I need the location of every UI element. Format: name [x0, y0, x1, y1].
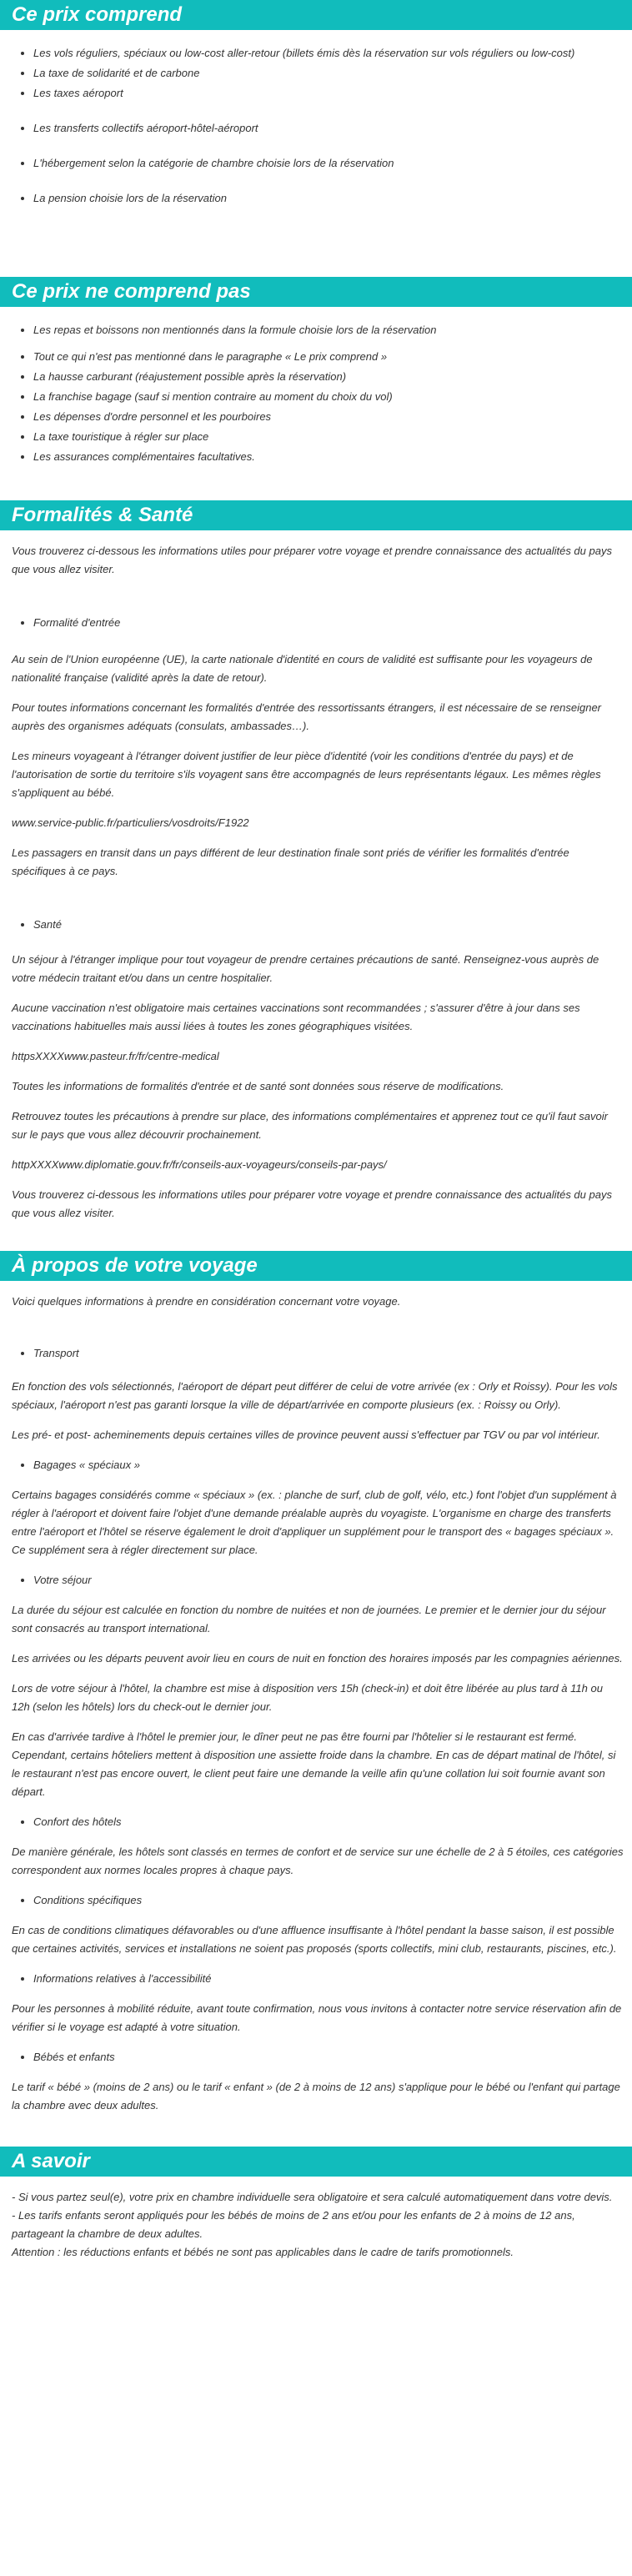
list-item: • Les assurances complémentaires facultatives.	[33, 447, 632, 467]
paragraph: Toutes les informations de formalités d'entrée et de santé sont données sous réserve de modifications.	[12, 1080, 504, 1092]
list-item: • L'hébergement selon la catégorie de chambre choisie lors de la réservation	[33, 153, 632, 173]
paragraph: Les pré- et post- acheminements depuis certaines villes de province peuvent aussi s'effectuer par TGV ou par vol intérieur.	[12, 1429, 600, 1441]
link-text: httpXXXXwww.diplomatie.gouv.fr/fr/conseils-aux-voyageurs/conseils-par-pays/	[12, 1158, 387, 1171]
paragraph: La durée du séjour est calculée en fonction du nombre de nuitées et non de journées. Le premier et le dernier jour du séjour sont consacrés au transport international.	[12, 1604, 606, 1634]
paragraph: Pour les personnes à mobilité réduite, avant toute confirmation, nous vous invitons à contacter notre service réservation afin de vérifier si le voyage est adapté à votre situation.	[12, 2002, 622, 2033]
babies-heading: • Bébés et enfants	[33, 2048, 624, 2066]
list-item: • Les transferts collectifs aéroport-hôtel-aéroport	[33, 118, 632, 138]
transport-heading: • Transport	[33, 1344, 624, 1363]
paragraph: Le tarif « bébé » (moins de 2 ans) ou le tarif « enfant » (de 2 à moins de 12 ans) s'applique pour le bébé ou l'enfant qui partage la chambre avec deux adultes.	[12, 2081, 620, 2112]
list-item: • Tout ce qui n'est pas mentionné dans le paragraphe « Le prix comprend »	[33, 347, 632, 367]
formalite-heading: • Formalité d'entrée	[33, 614, 624, 632]
bagages-heading: • Bagages « spéciaux »	[33, 1456, 624, 1474]
sante-heading: • Santé	[33, 916, 624, 934]
sejour-heading: • Votre séjour	[33, 1571, 624, 1589]
paragraph: Retrouvez toutes les précautions à prendre sur place, des informations complémentaires et apprenez tout ce qu'il faut savoir sur le pays que vous allez découvrir prochainement.	[12, 1110, 608, 1141]
list-item: • La pension choisie lors de la réservation	[33, 188, 632, 208]
section-title-good-to-know: A savoir	[0, 2147, 632, 2177]
paragraph: Certains bagages considérés comme « spéciaux » (ex. : planche de surf, club de golf, vélo, etc.) font l'objet d'un supplément à régler à l'aéroport et doivent faire l'objet d'une demande préalable auprès du voyagiste. L'organisme en charge des transferts entre l'aéroport et l'hôtel se réserve également le droit d'appliquer un supplément pour le transport des « bagages spéciaux ». Ce supplément sera à régler directement sur place.	[12, 1489, 617, 1556]
accessibility-heading: • Informations relatives à l'accessibilité	[33, 1970, 624, 1988]
list-item: • Les dépenses d'ordre personnel et les pourboires	[33, 407, 632, 427]
paragraph: De manière générale, les hôtels sont classés en termes de confort et de service sur une échelle de 2 à 5 étoiles, ces catégories correspondent aux normes locales propres à chaque pays.	[12, 1845, 624, 1876]
paragraph: Pour toutes informations concernant les formalités d'entrée des ressortissants étrangers, il est nécessaire de se renseigner auprès des organismes adéquats (consulats, ambassades…).	[12, 701, 602, 732]
section-title-about-trip: À propos de votre voyage	[0, 1251, 632, 1281]
list-item: • La taxe de solidarité et de carbone	[33, 63, 632, 83]
price-includes-list	[0, 30, 632, 208]
paragraph: En cas de conditions climatiques défavorables ou d'une affluence insuffisante à l'hôtel pendant la basse saison, il est possible que certaines activités, services et installations ne soient pas proposés (sports collectifs, mini club, restaurants, piscines, etc.).	[12, 1924, 617, 1955]
list-item: • Les taxes aéroport	[33, 83, 632, 103]
paragraph: Les passagers en transit dans un pays différent de leur destination finale sont priés de vérifier les formalités d'entrée spécifiques à ce pays.	[12, 846, 569, 877]
list-item: • La hausse carburant (réajustement possible après la réservation)	[33, 367, 632, 387]
paragraph: Aucune vaccination n'est obligatoire mais certaines vaccinations sont recommandées ; s'assurer d'être à jour dans ses vaccinations habituelles mais aussi liées à toutes les zones géographiques visitées.	[12, 1002, 580, 1032]
list-item: • Les vols réguliers, spéciaux ou low-cost aller-retour (billets émis dès la réservation sur vols réguliers ou low-cost)	[33, 43, 632, 63]
paragraph: Lors de votre séjour à l'hôtel, la chambre est mise à disposition vers 15h (check-in) et doit être libérée au plus tard à 11h ou 12h (selon les hôtels) lors du check-out le dernier jour.	[12, 1682, 603, 1713]
paragraph: Vous trouverez ci-dessous les informations utiles pour préparer votre voyage et prendre connaissance des actualités du pays que vous allez visiter.	[12, 1188, 612, 1219]
list-item: • La taxe touristique à régler sur place	[33, 427, 632, 447]
conditions-heading: • Conditions spécifiques	[33, 1891, 624, 1910]
list-item: • La franchise bagage (sauf si mention contraire au moment du choix du vol)	[33, 387, 632, 407]
price-excludes-list	[0, 307, 632, 467]
paragraph: En fonction des vols sélectionnés, l'aéroport de départ peut différer de celui de votre arrivée (ex : Orly et Roissy). Pour les vols spéciaux, l'aéroport n'est pas garanti lorsque la ville de départ/arrivée en comporte plusieurs (ex. : Roissy ou Orly).	[12, 1380, 618, 1411]
list-item: • Les repas et boissons non mentionnés dans la formule choisie lors de la réservation	[33, 320, 632, 340]
link-text: www.service-public.fr/particuliers/vosdroits/F1922	[12, 816, 249, 829]
paragraph: En cas d'arrivée tardive à l'hôtel le premier jour, le dîner peut ne pas être fourni par l'hôtelier si le restaurant est fermé. Cependant, certains hôteliers mettent à disposition une assiette froide dans la chambre. En cas de départ matinal de l'hôtel, si le restaurant n'est pas encore ouvert, le client peut faire une demande la veille afin qu'une collation lui soit fournie avant son départ.	[12, 1730, 616, 1798]
paragraph: Au sein de l'Union européenne (UE), la carte nationale d'identité en cours de validité est suffisante pour les voyageurs de nationalité française (validité après la date de retour).	[12, 653, 593, 684]
note-line: - Les tarifs enfants seront appliqués pour les bébés de moins de 2 ans et/ou pour les enfants de 2 à moins de 12 ans, partageant la chambre de deux adultes.	[12, 2209, 575, 2240]
paragraph: Un séjour à l'étranger implique pour tout voyageur de prendre certaines précautions de santé. Renseignez-vous auprès de votre médecin traitant et/ou dans un centre hospitalier.	[12, 953, 599, 984]
section-title-price-excludes: Ce prix ne comprend pas	[0, 277, 632, 307]
formalities-intro: Vous trouverez ci-dessous les informations utiles pour préparer votre voyage et prendre connaissance des actualités du pays que vous allez visiter.	[12, 545, 612, 575]
about-intro: Voici quelques informations à prendre en considération concernant votre voyage.	[12, 1295, 401, 1308]
paragraph: Les mineurs voyageant à l'étranger doivent justifier de leur pièce d'identité (voir les conditions d'entrée du pays) et de l'autorisation de sortie du territoire s'ils voyagent sans être accompagnés de leurs représentants légaux. Les mêmes règles s'appliquent au bébé.	[12, 750, 601, 799]
note-line: Attention : les réductions enfants et bébés ne sont pas applicables dans le cadre de tarifs promotionnels.	[12, 2246, 514, 2258]
paragraph: Les arrivées ou les départs peuvent avoir lieu en cours de nuit en fonction des horaires imposés par les compagnies aériennes.	[12, 1652, 623, 1665]
section-title-formalities-health: Formalités & Santé	[0, 500, 632, 530]
confort-heading: • Confort des hôtels	[33, 1813, 624, 1831]
note-line: - Si vous partez seul(e), votre prix en chambre individuelle sera obligatoire et sera calculé automatiquement dans votre devis.	[12, 2191, 613, 2203]
section-title-price-includes: Ce prix comprend	[0, 0, 632, 30]
link-text: httpsXXXXwww.pasteur.fr/fr/centre-medical	[12, 1050, 219, 1062]
